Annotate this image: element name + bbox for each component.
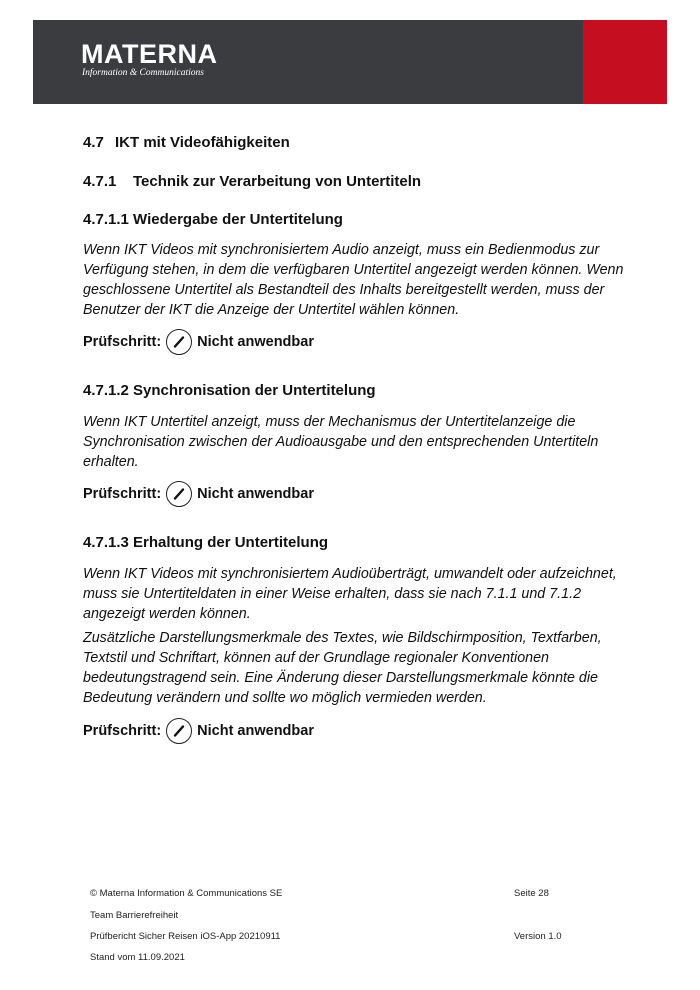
pruefschritt-label: Prüfschritt: bbox=[83, 334, 162, 350]
logo-subtitle: Information & Communications bbox=[82, 68, 204, 78]
pencil-slash-icon bbox=[166, 329, 192, 355]
item-paragraph: Zusätzliche Darstellungsmerkmale des Textes, wie Bildschirmposition, Textfarben, Textstil und Schriftart, können auf der Grundlage regionaler Konventionen bedeutungstragend sein. Eine Änderung dieser Darstellungsmerkmale könnte die Bedeutung verändern und sollte wo möglich vermieden werden. bbox=[83, 630, 602, 706]
pruefschritt-result: Nicht anwendbar bbox=[197, 723, 314, 739]
pruefschritt-row bbox=[83, 479, 314, 509]
item-paragraph: Wenn IKT Untertitel anzeigt, muss der Mechanismus der Untertitelanzeige die Synchronisation zwischen der Audioausgabe und den entsprechenden Untertiteln erhalten. bbox=[83, 414, 599, 470]
page-header bbox=[33, 20, 667, 104]
item-heading-wiedergabe: 4.7.1.1 Wiedergabe der Untertitelung bbox=[83, 211, 343, 228]
footer-report-title: Prüfbericht Sicher Reisen iOS-App 20210911 bbox=[90, 931, 281, 942]
section-heading bbox=[83, 134, 290, 151]
pruefschritt-label: Prüfschritt: bbox=[83, 723, 162, 739]
pruefschritt-row bbox=[83, 327, 314, 357]
section-title: IKT mit Videofähigkeiten bbox=[115, 134, 290, 151]
item-paragraph: Wenn IKT Videos mit synchronisiertem Audioüberträgt, umwandelt oder aufzeichnet, muss sie Untertiteldaten in einer Weise erhalten, dass sie nach 7.1.1 und 7.1.2 angezeigt werden können. bbox=[83, 566, 617, 622]
pruefschritt-result: Nicht anwendbar bbox=[197, 486, 314, 502]
footer-date: Stand vom 11.09.2021 bbox=[90, 952, 185, 963]
item-heading-synchronisation: 4.7.1.2 Synchronisation der Untertitelung bbox=[83, 382, 376, 399]
footer-version: Version 1.0 bbox=[514, 931, 562, 942]
pruefschritt-label: Prüfschritt: bbox=[83, 486, 162, 502]
subsection-number: 4.7.1 bbox=[83, 173, 117, 190]
footer-page-number: Seite 28 bbox=[514, 888, 549, 899]
pruefschritt-result: Nicht anwendbar bbox=[197, 334, 314, 350]
item-paragraph: Wenn IKT Videos mit synchronisiertem Audio anzeigt, muss ein Bedienmodus zur Verfügung stehen, in dem die verfügbaren Untertitel angezeigt werden können. Wenn geschlossene Untertitel als Bestandteil des Inhalts bereitgestellt werden, muss der Benutzer der IKT die Anzeige der Untertitel wählen können. bbox=[83, 242, 624, 318]
header-accent-block bbox=[583, 20, 667, 104]
section-number: 4.7 bbox=[83, 134, 104, 151]
subsection-title: Technik zur Verarbeitung von Untertiteln bbox=[133, 173, 422, 190]
subsection-heading bbox=[83, 173, 421, 190]
footer-team: Team Barrierefreiheit bbox=[90, 910, 179, 921]
pruefschritt-row bbox=[83, 716, 314, 746]
item-heading-erhaltung: 4.7.1.3 Erhaltung der Untertitelung bbox=[83, 534, 329, 551]
footer-copyright: © Materna Information & Communications SE bbox=[90, 888, 283, 899]
materna-logo: MATERNA bbox=[81, 39, 218, 69]
pencil-slash-icon bbox=[166, 481, 192, 507]
pencil-slash-icon bbox=[166, 718, 192, 744]
